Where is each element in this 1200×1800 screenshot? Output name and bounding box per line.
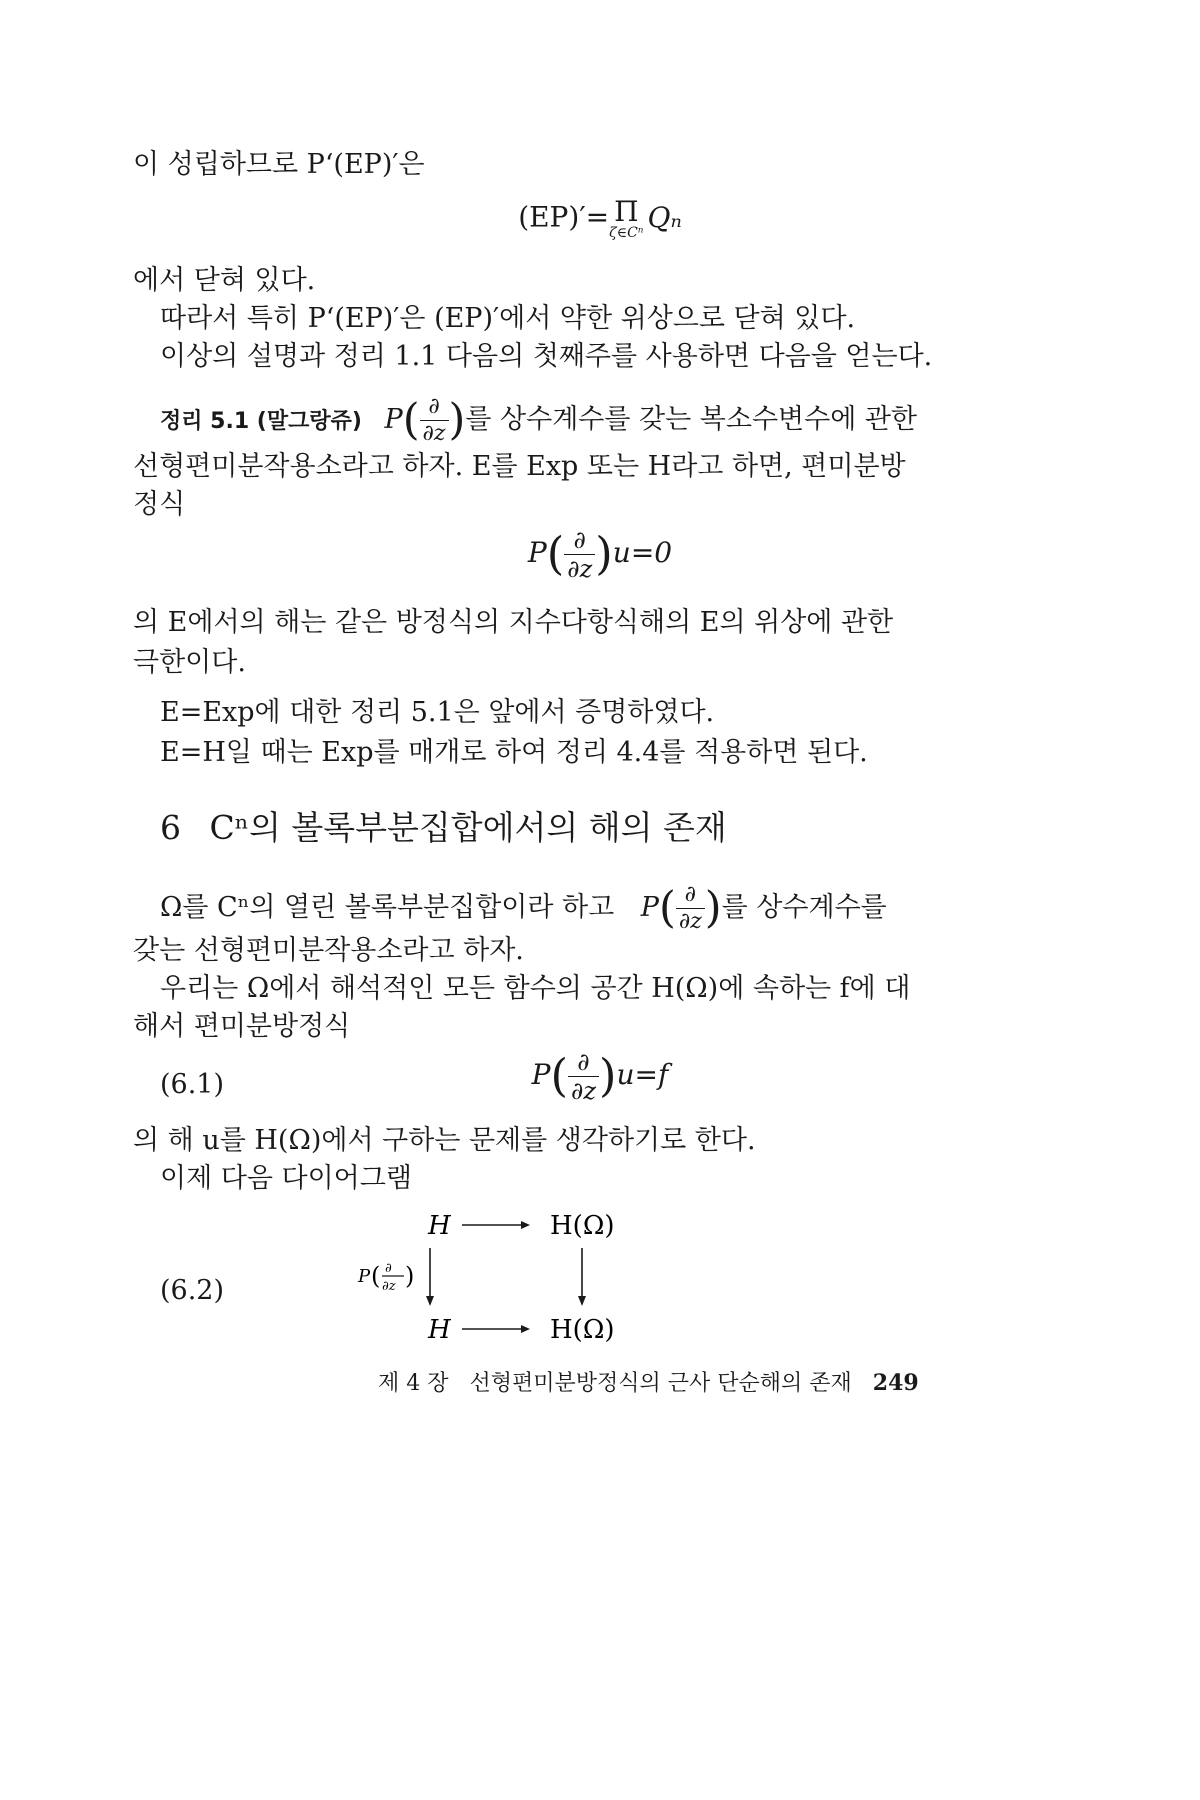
theorem-heading: 정리 5.1 (말그랑쥬) bbox=[160, 409, 362, 434]
text-line: 우리는 Ω에서 해석적인 모든 함수의 공간 H(Ω)에 속하는 f에 대 bbox=[160, 973, 911, 1004]
diagram-bottom-right: H(Ω) bbox=[550, 1315, 615, 1345]
product-symbol: Π ζ∈Cⁿ bbox=[609, 195, 644, 241]
theorem-text: 를 상수계수를 갖는 복소수변수에 관한 bbox=[465, 404, 918, 435]
page-number: 249 bbox=[872, 1370, 919, 1396]
running-footer bbox=[378, 1366, 919, 1397]
text-line: 이상의 설명과 정리 1.1 다음의 첫째주를 사용하면 다음을 얻는다. bbox=[160, 341, 933, 372]
diagram-top-right: H(Ω) bbox=[550, 1211, 615, 1241]
diagram-label: (6.2) bbox=[160, 1275, 225, 1306]
text-line: E=Exp에 대한 정리 5.1은 앞에서 증명하였다. bbox=[160, 697, 715, 728]
theorem-text: 의 E에서의 해는 같은 방정식의 지수다항식해의 E의 위상에 관한 bbox=[133, 607, 894, 638]
theorem-text: 선형편미분작용소라고 하자. E를 Exp 또는 H라고 하면, 편미분방 bbox=[133, 451, 906, 482]
diagram-top-left: H bbox=[428, 1211, 451, 1241]
equation-label: (6.1) bbox=[160, 1069, 225, 1100]
equation-6-1: P( $\frac{\partial}{\partial z}$ )u=f bbox=[531, 1048, 669, 1105]
equation-rhs: Qₙ bbox=[647, 200, 682, 234]
diagram-operator-num: ∂ bbox=[385, 1261, 392, 1276]
text-line: 이 성립하므로 P‘(EP)′은 bbox=[133, 149, 425, 180]
bottom-arrowhead bbox=[521, 1325, 530, 1333]
diagram-paren-close: ) bbox=[405, 1262, 415, 1290]
product-equation bbox=[0, 195, 1200, 241]
theorem-text: 극한이다. bbox=[133, 647, 246, 678]
diagram-bottom-left: H bbox=[428, 1315, 451, 1345]
text-line: E=H일 때는 Exp를 매개로 하여 정리 4.4를 적용하면 된다. bbox=[160, 737, 868, 768]
operator: P( $\frac{\partial}{\partial z}$ ) bbox=[384, 394, 466, 446]
commutative-diagram bbox=[358, 1200, 720, 1360]
left-arrowhead bbox=[426, 1296, 434, 1306]
theorem-text: 정식 bbox=[133, 489, 186, 520]
text-line: 따라서 특히 P‘(EP)′은 (EP)′에서 약한 위상으로 닫혀 있다. bbox=[160, 303, 856, 334]
section-title: Cⁿ의 볼록부분집합에서의 해의 존재 bbox=[209, 808, 727, 847]
text-line: 의 해 u를 H(Ω)에서 구하는 문제를 생각하기로 한다. bbox=[133, 1125, 756, 1156]
footer-chapter: 제 4 장 bbox=[378, 1371, 449, 1396]
diagram-operator-P: P bbox=[358, 1266, 371, 1287]
product-subscript: ζ∈Cⁿ bbox=[609, 225, 644, 241]
theorem-line bbox=[160, 396, 917, 445]
text-line: 에서 닫혀 있다. bbox=[133, 265, 316, 296]
section-heading bbox=[160, 802, 727, 849]
text-line: Ω를 Cⁿ의 열린 볼록부분집합이라 하고 P( $\frac{\partial}{\partial z}$ )를 상수계수를 bbox=[160, 882, 887, 934]
diagram-operator-den: ∂z bbox=[382, 1279, 396, 1294]
theorem-equation: P( $\frac{\partial}{\partial z}$ )u=0 bbox=[527, 526, 673, 583]
text-line: 해서 편미분방정식 bbox=[133, 1011, 351, 1042]
right-arrowhead bbox=[578, 1296, 586, 1306]
equation-lhs: (EP)′= bbox=[518, 200, 610, 234]
footer-title: 선형편미분방정식의 근사 단순해의 존재 bbox=[469, 1371, 852, 1396]
text-line: 갖는 선형편미분작용소라고 하자. bbox=[133, 935, 524, 966]
top-arrowhead bbox=[521, 1221, 530, 1229]
text-line: 이제 다음 다이어그램 bbox=[160, 1163, 412, 1194]
diagram-paren-open: ( bbox=[371, 1262, 381, 1290]
section-number: 6 bbox=[160, 808, 181, 847]
operator: P( $\frac{\partial}{\partial z}$ ) bbox=[640, 882, 722, 934]
